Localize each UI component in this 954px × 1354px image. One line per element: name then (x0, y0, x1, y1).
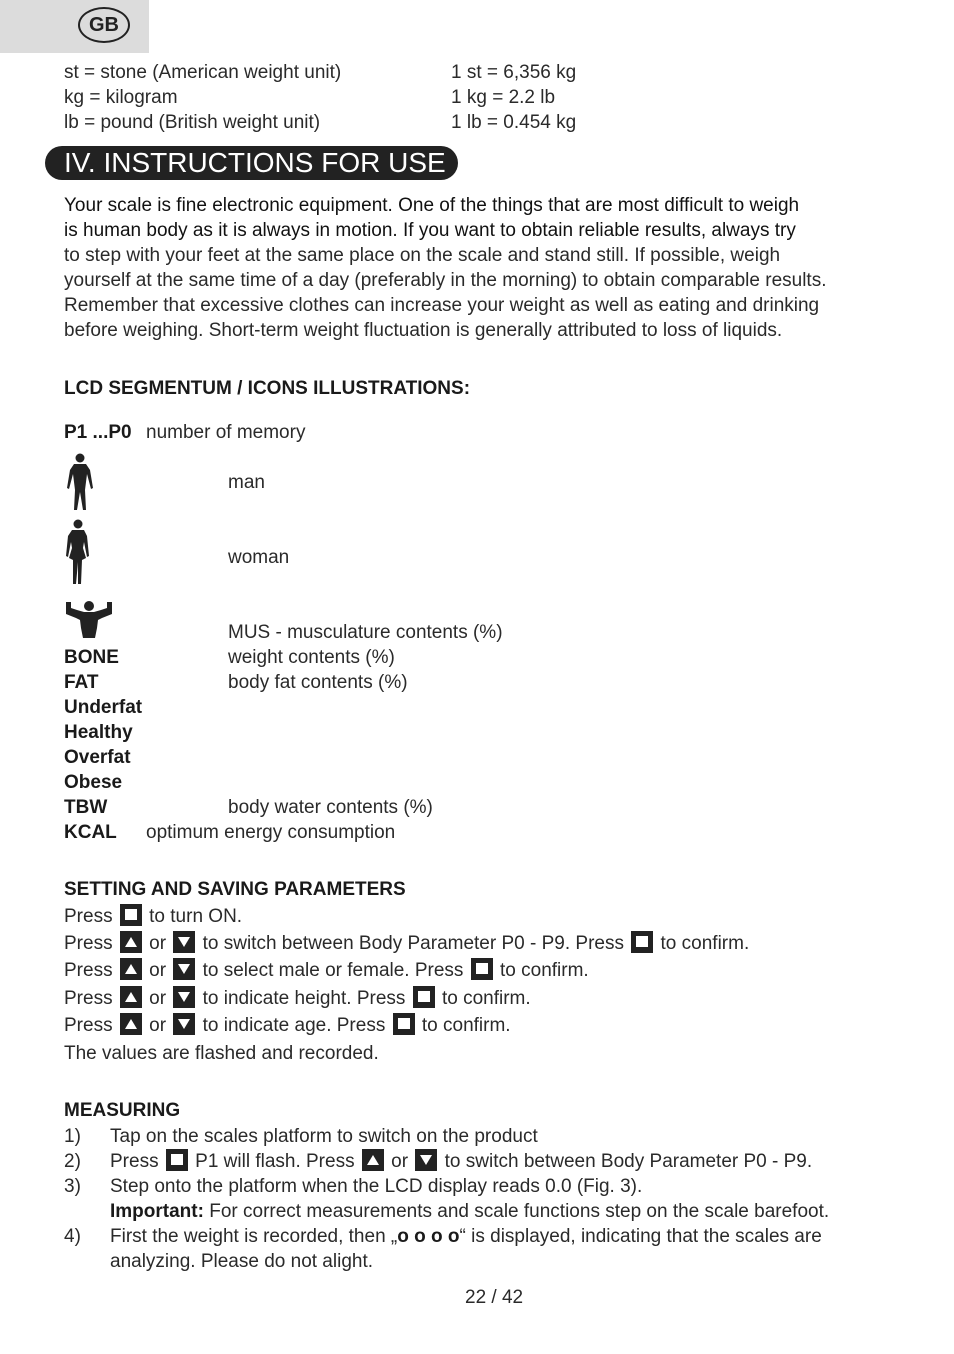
setting-line-1: Press to turn ON. (64, 906, 243, 927)
setting-line-6: The values are flashed and recorded. (64, 1043, 379, 1064)
man-icon (64, 452, 96, 512)
set-button-icon (631, 931, 653, 953)
down-button-icon (173, 1013, 195, 1035)
important-note: Important: For correct measurements and scale functions step on the scale barefoot. (110, 1201, 830, 1222)
intro-line-5: Remember that excessive clothes can increase your weight as well as eating and drinking (64, 295, 820, 316)
set-button-icon (120, 904, 142, 926)
down-button-icon (415, 1149, 437, 1171)
down-button-icon (173, 958, 195, 980)
analyzing-indicator: o o o o (397, 1226, 460, 1247)
intro-line-2: is human body as it is always in motion. If you want to obtain reliable results, always try (64, 220, 796, 241)
intro-line-6: before weighing. Short-term weight fluctuation is generally attributed to loss of liquids. (64, 320, 783, 341)
intro-line-3: to step with your feet at the same place on the scale and stand still. If possible, weigh (64, 245, 781, 266)
woman-icon (64, 518, 92, 586)
section-title: IV. INSTRUCTIONS FOR USE (64, 147, 446, 178)
overfat-label: Overfat (64, 747, 131, 768)
healthy-label: Healthy (64, 722, 133, 743)
setting-line-3: Press or to select male or female. Press to confirm. (64, 960, 589, 981)
set-button-icon (471, 958, 493, 980)
unit-pound-conversion: 1 lb = 0.454 kg (451, 112, 577, 133)
kcal-label: KCAL (64, 822, 117, 843)
lcd-heading: LCD SEGMENTUM / ICONS ILLUSTRATIONS: (64, 378, 471, 399)
fat-label: FAT (64, 672, 99, 693)
bone-desc: weight contents (%) (228, 647, 395, 668)
step-text-2: Press P1 will flash. Press or to switch between Body Parameter P0 - P9. (110, 1151, 813, 1172)
mus-desc: MUS - musculature contents (%) (228, 622, 503, 643)
step-text-1: Tap on the scales platform to switch on the product (110, 1126, 538, 1147)
up-button-icon (120, 931, 142, 953)
step-number-3: 3) (64, 1176, 81, 1197)
tbw-label: TBW (64, 797, 108, 818)
step-text-4-cont: analyzing. Please do not alight. (110, 1251, 374, 1272)
step-text-3: Step onto the platform when the LCD display reads 0.0 (Fig. 3). (110, 1176, 643, 1197)
unit-stone-conversion: 1 st = 6,356 kg (451, 62, 577, 83)
muscle-icon (64, 600, 114, 640)
step-text-4: First the weight is recorded, then „o o o o“ is displayed, indicating that the scales are (110, 1226, 822, 1247)
up-button-icon (362, 1149, 384, 1171)
down-button-icon (173, 931, 195, 953)
down-button-icon (173, 986, 195, 1008)
memory-label: P1 ...P0 (64, 422, 132, 443)
setting-line-4: Press or to indicate height. Press to confirm. (64, 988, 531, 1009)
measuring-heading: MEASURING (64, 1100, 181, 1121)
intro-line-4: yourself at the same time of a day (preferably in the morning) to obtain comparable results. (64, 270, 827, 291)
set-button-icon (393, 1013, 415, 1035)
intro-line-1: Your scale is fine electronic equipment. One of the things that are most difficult to weigh (64, 195, 800, 216)
up-button-icon (120, 986, 142, 1008)
setting-line-2: Press or to switch between Body Parameter P0 - P9. Press to confirm. (64, 933, 750, 954)
obese-label: Obese (64, 772, 123, 793)
unit-pound: lb = pound (British weight unit) (64, 112, 321, 133)
man-label: man (228, 472, 265, 493)
language-badge: GB (78, 7, 130, 43)
press-text: Press (64, 906, 113, 927)
bone-label: BONE (64, 647, 119, 668)
kcal-desc: optimum energy consumption (146, 822, 396, 843)
fat-desc: body fat contents (%) (228, 672, 408, 693)
up-button-icon (120, 1013, 142, 1035)
step-number-2: 2) (64, 1151, 81, 1172)
set-button-icon (413, 986, 435, 1008)
step-number-1: 1) (64, 1126, 81, 1147)
unit-kilogram-conversion: 1 kg = 2.2 lb (451, 87, 556, 108)
page-number: 22 / 42 (465, 1287, 524, 1308)
tbw-desc: body water contents (%) (228, 797, 433, 818)
setting-heading: SETTING AND SAVING PARAMETERS (64, 879, 406, 900)
step-number-4: 4) (64, 1226, 81, 1247)
set-button-icon (166, 1149, 188, 1171)
woman-label: woman (228, 547, 290, 568)
memory-desc: number of memory (146, 422, 306, 443)
setting-line-5: Press or to indicate age. Press to confirm. (64, 1015, 511, 1036)
unit-stone: st = stone (American weight unit) (64, 62, 342, 83)
unit-kilogram: kg = kilogram (64, 87, 178, 108)
important-label: Important: (110, 1201, 204, 1222)
up-button-icon (120, 958, 142, 980)
underfat-label: Underfat (64, 697, 143, 718)
